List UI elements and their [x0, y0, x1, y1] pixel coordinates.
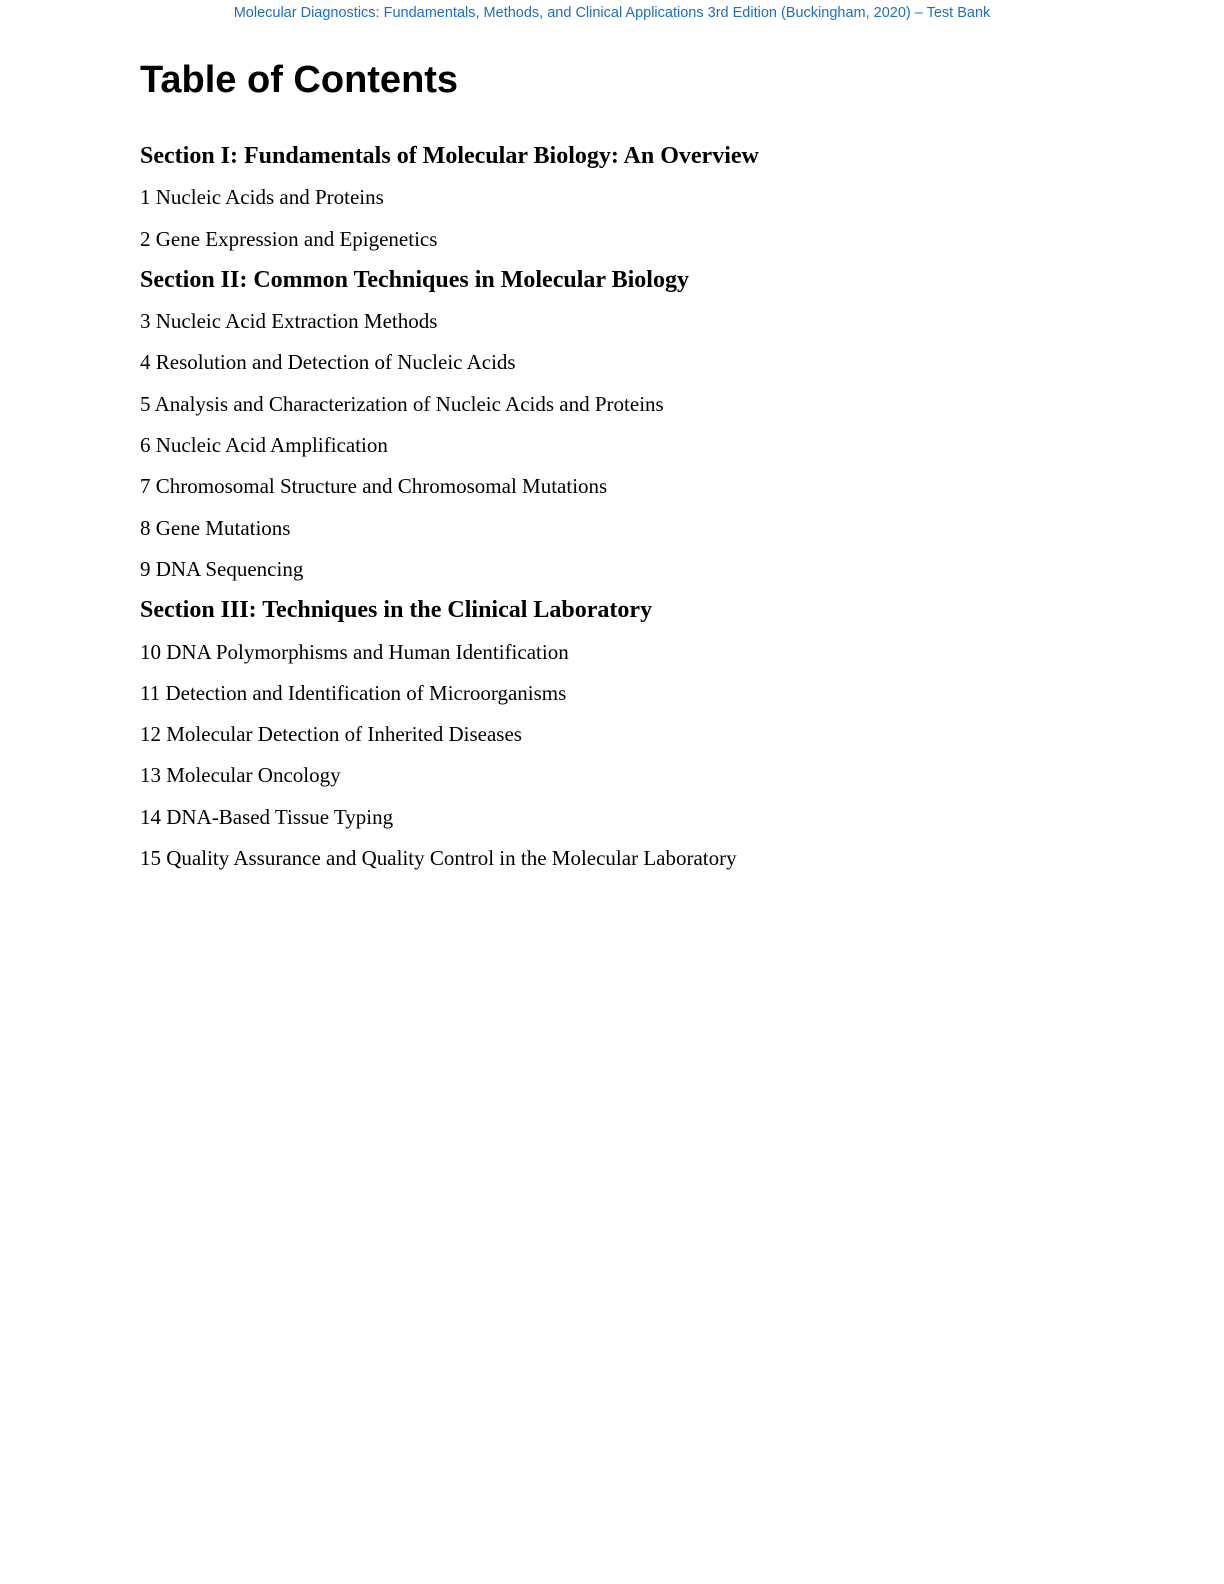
toc-chapter-item: 2 Gene Expression and Epigenetics — [140, 226, 438, 251]
toc-chapter-item: 1 Nucleic Acids and Proteins — [140, 185, 384, 210]
toc-chapter-item: 8 Gene Mutations — [140, 515, 291, 540]
toc-chapter-item: 3 Nucleic Acid Extraction Methods — [140, 309, 438, 334]
toc-chapter-item: 13 Molecular Oncology — [140, 763, 341, 788]
toc-chapter-item: 15 Quality Assurance and Quality Control in the Molecular Laboratory — [140, 846, 737, 871]
toc-section-heading: Section I: Fundamentals of Molecular Biology: An Overview — [140, 143, 759, 169]
toc-chapter-item: 5 Analysis and Characterization of Nucleic Acids and Proteins — [140, 391, 664, 416]
toc-section-heading: Section II: Common Techniques in Molecular Biology — [140, 266, 689, 293]
toc-chapter-item: 10 DNA Polymorphisms and Human Identification — [140, 639, 569, 664]
toc-chapter-item: 6 Nucleic Acid Amplification — [140, 433, 388, 458]
toc-chapter-item: 4 Resolution and Detection of Nucleic Acids — [140, 350, 516, 375]
toc-chapter-item: 7 Chromosomal Structure and Chromosomal Mutations — [140, 474, 608, 499]
page-title: Table of Contents — [140, 59, 459, 101]
table-of-contents — [140, 140, 1100, 883]
toc-chapter-item: 12 Molecular Detection of Inherited Diseases — [140, 722, 522, 747]
toc-chapter-item: 14 DNA-Based Tissue Typing — [140, 804, 394, 829]
toc-chapter-item: 11 Detection and Identification of Microorganisms — [140, 680, 567, 705]
running-header: Molecular Diagnostics: Fundamentals, Methods, and Clinical Applications 3rd Edition (Buckingham, 2020) – Test Bank — [233, 5, 991, 21]
toc-section-heading: Section III: Techniques in the Clinical Laboratory — [140, 597, 653, 624]
toc-chapter-item: 9 DNA Sequencing — [140, 556, 304, 581]
